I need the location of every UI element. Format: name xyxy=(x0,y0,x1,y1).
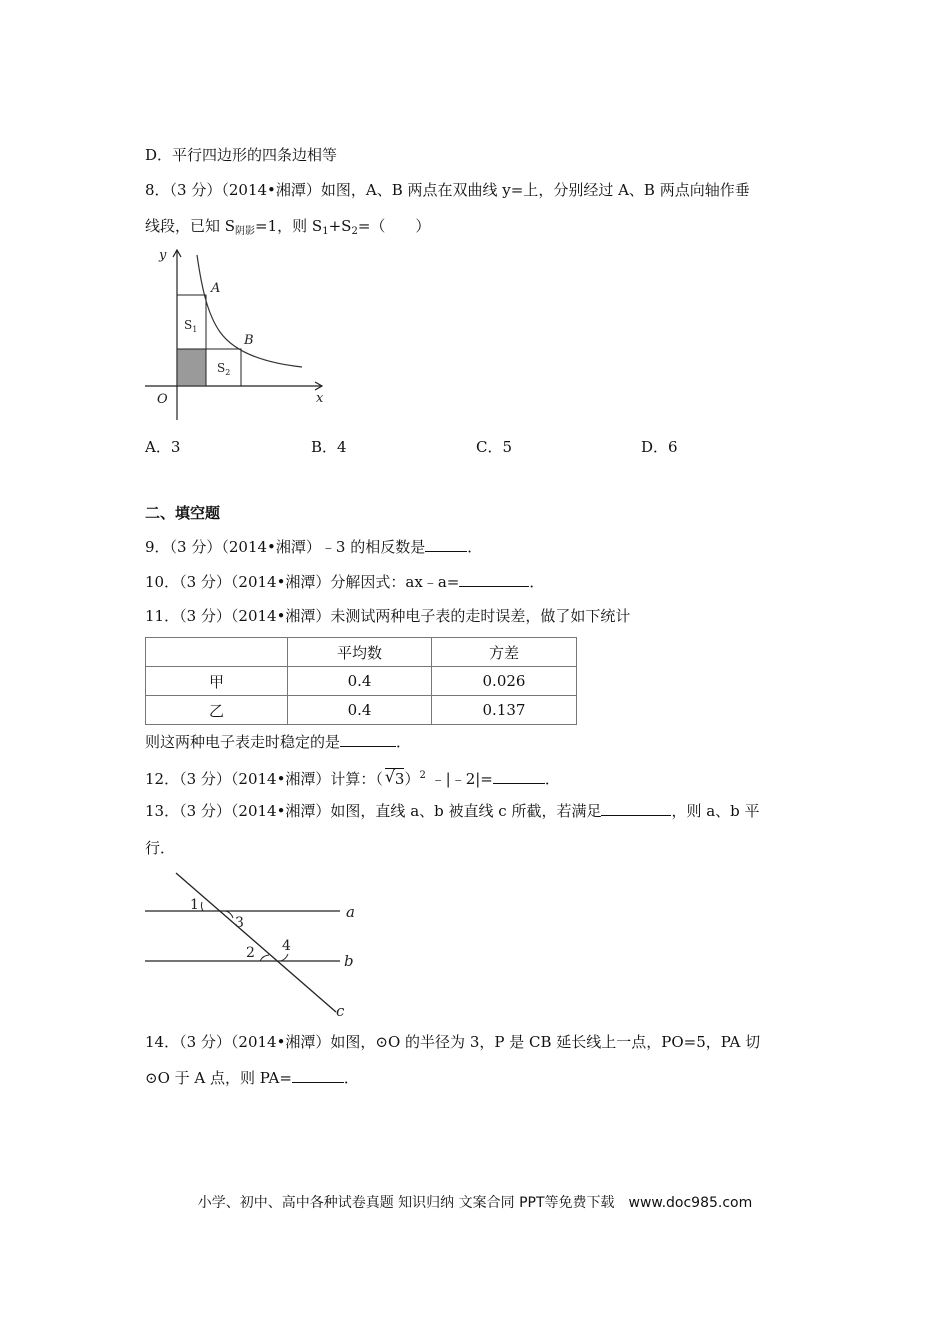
y-axis-label: y xyxy=(159,248,167,263)
parallel-lines-figure xyxy=(140,866,370,1016)
q10: 10．（3 分）（2014•湘潭）分解因式：ax﹣a= ． xyxy=(145,573,545,591)
q8-choice-b: B．4 xyxy=(311,438,347,456)
q13: 13．（3 分）（2014•湘潭）如图，直线 a、b 被直线 c 所截，若满足 ，则 a、b 平 xyxy=(145,802,760,820)
q11-blank xyxy=(340,732,396,747)
section-heading: 二、填空题 xyxy=(145,504,221,522)
origin-label: O xyxy=(157,392,168,407)
q9: 9．（3 分）（2014•湘潭）﹣3 的相反数是 ． xyxy=(145,538,483,556)
q12-blank xyxy=(493,769,545,784)
line-c-label: c xyxy=(336,1002,345,1016)
point-b-label: B xyxy=(244,333,254,348)
stats-table xyxy=(145,637,577,725)
q13-blank xyxy=(601,801,671,816)
hyperbola-figure xyxy=(140,245,340,425)
q8-choice-d: D．6 xyxy=(641,438,678,456)
x-axis-label: x xyxy=(316,391,324,406)
s1-label: $S_1$ xyxy=(184,318,198,334)
q14-line1: 14．（3 分）（2014•湘潭）如图，⊙O 的半径为 3，P 是 CB 延长线上一点，PO=5，PA 切 xyxy=(145,1033,761,1051)
table-row: 甲 0.4 0.026 xyxy=(146,667,577,696)
q8-choice-a: A．3 xyxy=(145,438,181,456)
angle-4-label: 4 xyxy=(282,938,291,954)
page-footer: 小学、初中、高中各种试卷真题 知识归纳 文案合同 PPT等免费下载 www.doc985.com xyxy=(197,1195,753,1211)
q10-blank xyxy=(459,572,529,587)
q8-line2: 线段，已知 $S_{阴影}=1$，则 $S_1+S_2=$（ ） xyxy=(145,217,431,237)
angle-2-label: 2 xyxy=(246,945,255,961)
q9-blank xyxy=(425,537,467,552)
table-header-row: 平均数 方差 xyxy=(146,638,577,667)
q7-option-d: D．平行四边形的四条边相等 xyxy=(145,146,338,164)
line-b-label: b xyxy=(344,952,354,970)
q11-answer-line: 则这两种电子表走时稳定的是 ． xyxy=(145,733,412,751)
q8-choice-c: C．5 xyxy=(476,438,513,456)
angle-1-label: 1 xyxy=(190,897,199,913)
q13-line2: 行． xyxy=(145,839,176,857)
angle-3-label: 3 xyxy=(235,915,244,931)
sqrt-expression: √ 3 xyxy=(384,767,405,788)
q12: 12．（3 分）（2014•湘潭）计算：（ √ 3）$^2$ ﹣|﹣2|= ． xyxy=(145,767,560,788)
table-row: 乙 0.4 0.137 xyxy=(146,696,577,725)
q8-line1: 8．（3 分）（2014•湘潭）如图，A、B 两点在双曲线 y=上，分别经过 A、B 两点向轴作垂 xyxy=(145,181,750,199)
s2-label: $S_2$ xyxy=(217,361,231,377)
q14-line2: ⊙O 于 A 点，则 PA= ． xyxy=(145,1069,359,1087)
q11: 11．（3 分）（2014•湘潭）未测试两种电子表的走时误差，做了如下统计 xyxy=(145,607,631,625)
line-a-label: a xyxy=(346,903,355,921)
q14-blank xyxy=(292,1068,344,1083)
point-a-label: A xyxy=(211,281,221,296)
